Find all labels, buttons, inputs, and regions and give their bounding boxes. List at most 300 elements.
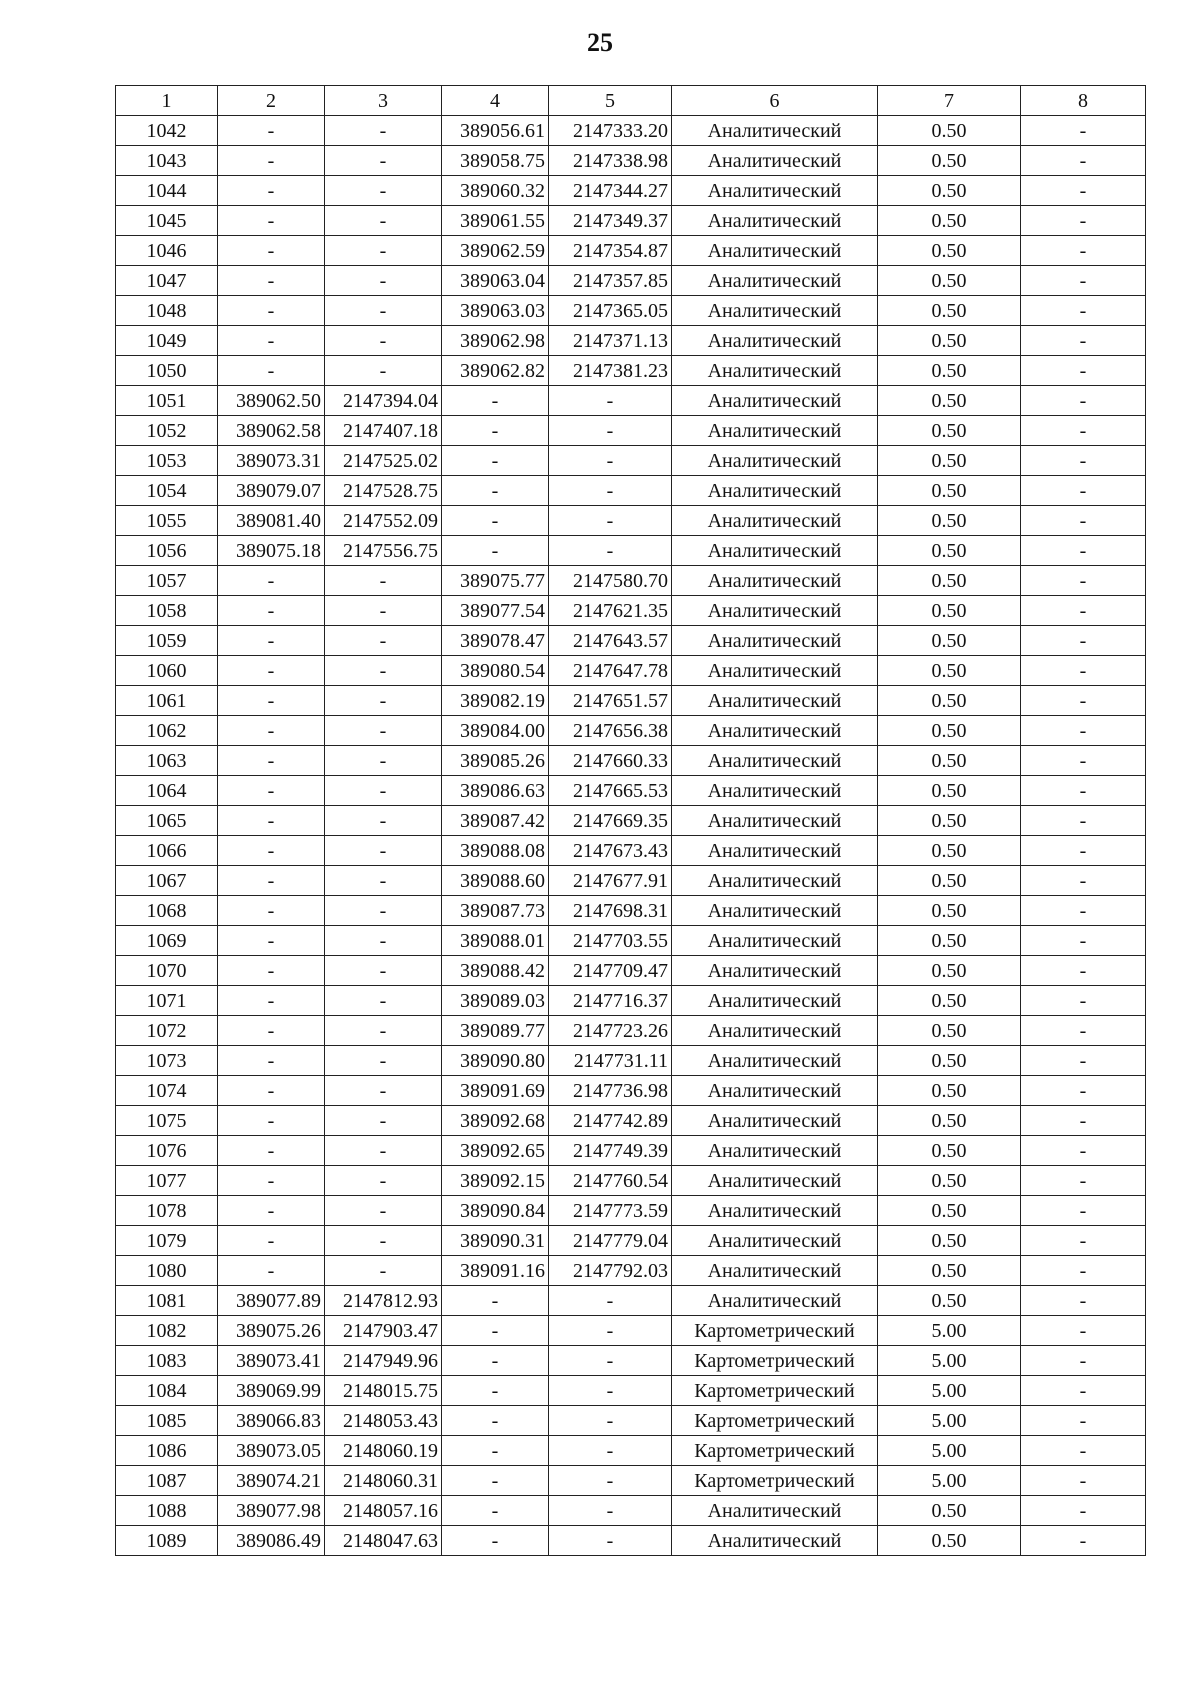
- table-cell-col-2: -: [218, 1106, 325, 1136]
- table-cell-col-7: 0.50: [878, 206, 1021, 236]
- table-cell-col-3: -: [325, 1136, 442, 1166]
- table-cell-col-7: 0.50: [878, 686, 1021, 716]
- table-cell-col-1: 1067: [116, 866, 218, 896]
- table-cell-col-6: Аналитический: [672, 1286, 878, 1316]
- table-cell-col-8: -: [1021, 206, 1146, 236]
- table-cell-col-7: 0.50: [878, 236, 1021, 266]
- table-cell-col-4: -: [442, 1316, 549, 1346]
- table-cell-col-2: -: [218, 776, 325, 806]
- table-cell-col-6: Картометрический: [672, 1376, 878, 1406]
- table-cell-col-8: -: [1021, 236, 1146, 266]
- table-cell-col-6: Аналитический: [672, 176, 878, 206]
- table-cell-col-6: Аналитический: [672, 1496, 878, 1526]
- table-cell-col-5: 2147647.78: [549, 656, 672, 686]
- table-cell-col-1: 1089: [116, 1526, 218, 1556]
- table-cell-col-5: 2147731.11: [549, 1046, 672, 1076]
- table-cell-col-4: 389092.15: [442, 1166, 549, 1196]
- table-cell-col-8: -: [1021, 596, 1146, 626]
- table-cell-col-6: Аналитический: [672, 686, 878, 716]
- table-cell-col-6: Аналитический: [672, 1226, 878, 1256]
- table-cell-col-6: Аналитический: [672, 986, 878, 1016]
- table-cell-col-5: 2147709.47: [549, 956, 672, 986]
- table-cell-col-4: -: [442, 386, 549, 416]
- table-cell-col-1: 1058: [116, 596, 218, 626]
- table-cell-col-8: -: [1021, 746, 1146, 776]
- table-row: [116, 416, 1146, 446]
- table-cell-col-5: 2147643.57: [549, 626, 672, 656]
- table-cell-col-1: 1048: [116, 296, 218, 326]
- table-row: [116, 626, 1146, 656]
- table-cell-col-5: 2147580.70: [549, 566, 672, 596]
- table-cell-col-3: -: [325, 776, 442, 806]
- table-cell-col-6: Аналитический: [672, 596, 878, 626]
- table-cell-col-7: 0.50: [878, 296, 1021, 326]
- table-row: [116, 776, 1146, 806]
- table-cell-col-3: -: [325, 686, 442, 716]
- table-cell-col-7: 0.50: [878, 716, 1021, 746]
- table-cell-col-7: 0.50: [878, 116, 1021, 146]
- table-cell-col-4: -: [442, 1496, 549, 1526]
- table-cell-col-3: -: [325, 626, 442, 656]
- table-row: [116, 206, 1146, 236]
- table-cell-col-1: 1074: [116, 1076, 218, 1106]
- table-cell-col-2: -: [218, 236, 325, 266]
- table-cell-col-2: 389074.21: [218, 1466, 325, 1496]
- table-row: [116, 236, 1146, 266]
- table-cell-col-2: 389077.98: [218, 1496, 325, 1526]
- table-cell-col-7: 0.50: [878, 1136, 1021, 1166]
- table-cell-col-8: -: [1021, 1106, 1146, 1136]
- table-cell-col-2: 389073.41: [218, 1346, 325, 1376]
- table-cell-col-7: 0.50: [878, 806, 1021, 836]
- table-cell-col-2: 389075.18: [218, 536, 325, 566]
- table-cell-col-6: Аналитический: [672, 506, 878, 536]
- table-cell-col-4: 389077.54: [442, 596, 549, 626]
- table-cell-col-2: -: [218, 1076, 325, 1106]
- table-cell-col-7: 0.50: [878, 866, 1021, 896]
- table-cell-col-8: -: [1021, 626, 1146, 656]
- table-cell-col-6: Аналитический: [672, 626, 878, 656]
- table-cell-col-8: -: [1021, 956, 1146, 986]
- table-cell-col-4: -: [442, 1526, 549, 1556]
- table-cell-col-5: -: [549, 1346, 672, 1376]
- table-cell-col-5: 2147716.37: [549, 986, 672, 1016]
- column-header-7: 7: [878, 86, 1021, 116]
- table-cell-col-2: 389079.07: [218, 476, 325, 506]
- table-cell-col-5: 2147792.03: [549, 1256, 672, 1286]
- table-row: [116, 686, 1146, 716]
- table-cell-col-2: -: [218, 266, 325, 296]
- table-cell-col-5: 2147365.05: [549, 296, 672, 326]
- table-cell-col-1: 1045: [116, 206, 218, 236]
- table-cell-col-2: -: [218, 296, 325, 326]
- table-cell-col-3: 2147903.47: [325, 1316, 442, 1346]
- table-cell-col-8: -: [1021, 266, 1146, 296]
- table-cell-col-6: Аналитический: [672, 356, 878, 386]
- table-cell-col-5: -: [549, 1526, 672, 1556]
- table-cell-col-3: -: [325, 356, 442, 386]
- table-cell-col-5: 2147669.35: [549, 806, 672, 836]
- table-cell-col-3: 2147394.04: [325, 386, 442, 416]
- table-cell-col-8: -: [1021, 1526, 1146, 1556]
- table-cell-col-4: 389090.80: [442, 1046, 549, 1076]
- table-cell-col-5: -: [549, 1406, 672, 1436]
- table-row: [116, 896, 1146, 926]
- table-row: [116, 266, 1146, 296]
- table-cell-col-2: -: [218, 1136, 325, 1166]
- table-cell-col-6: Аналитический: [672, 716, 878, 746]
- table-cell-col-1: 1079: [116, 1226, 218, 1256]
- table-cell-col-1: 1073: [116, 1046, 218, 1076]
- table-cell-col-6: Аналитический: [672, 116, 878, 146]
- table-row: [116, 446, 1146, 476]
- table-cell-col-2: -: [218, 686, 325, 716]
- table-cell-col-8: -: [1021, 656, 1146, 686]
- table-cell-col-6: Аналитический: [672, 656, 878, 686]
- table-cell-col-8: -: [1021, 356, 1146, 386]
- table-cell-col-1: 1078: [116, 1196, 218, 1226]
- table-cell-col-3: -: [325, 1016, 442, 1046]
- table-cell-col-5: 2147723.26: [549, 1016, 672, 1046]
- column-header-1: 1: [116, 86, 218, 116]
- table-cell-col-3: 2147528.75: [325, 476, 442, 506]
- table-row: [116, 746, 1146, 776]
- table-cell-col-4: 389089.77: [442, 1016, 549, 1046]
- table-cell-col-3: 2147407.18: [325, 416, 442, 446]
- table-cell-col-2: -: [218, 326, 325, 356]
- table-cell-col-7: 0.50: [878, 476, 1021, 506]
- table-cell-col-8: -: [1021, 806, 1146, 836]
- table-cell-col-2: -: [218, 596, 325, 626]
- table-cell-col-4: -: [442, 1286, 549, 1316]
- table-row: [116, 926, 1146, 956]
- table-cell-col-4: 389082.19: [442, 686, 549, 716]
- table-cell-col-6: Аналитический: [672, 566, 878, 596]
- table-row: [116, 656, 1146, 686]
- table-cell-col-1: 1088: [116, 1496, 218, 1526]
- table-cell-col-3: 2148015.75: [325, 1376, 442, 1406]
- table-cell-col-7: 0.50: [878, 1526, 1021, 1556]
- table-cell-col-4: 389063.04: [442, 266, 549, 296]
- table-cell-col-1: 1061: [116, 686, 218, 716]
- table-cell-col-2: 389075.26: [218, 1316, 325, 1346]
- table-cell-col-1: 1046: [116, 236, 218, 266]
- table-cell-col-7: 0.50: [878, 176, 1021, 206]
- table-cell-col-3: 2147556.75: [325, 536, 442, 566]
- table-cell-col-3: -: [325, 266, 442, 296]
- column-header-5: 5: [549, 86, 672, 116]
- table-cell-col-2: -: [218, 1196, 325, 1226]
- table-cell-col-8: -: [1021, 446, 1146, 476]
- table-cell-col-2: -: [218, 1226, 325, 1256]
- table-row: [116, 566, 1146, 596]
- table-row: [116, 1226, 1146, 1256]
- table-cell-col-6: Аналитический: [672, 1136, 878, 1166]
- table-cell-col-8: -: [1021, 176, 1146, 206]
- table-cell-col-7: 0.50: [878, 656, 1021, 686]
- table-cell-col-6: Аналитический: [672, 476, 878, 506]
- table-row: [116, 1016, 1146, 1046]
- table-cell-col-6: Аналитический: [672, 446, 878, 476]
- table-cell-col-3: -: [325, 206, 442, 236]
- column-header-8: 8: [1021, 86, 1146, 116]
- table-cell-col-6: Аналитический: [672, 536, 878, 566]
- table-cell-col-3: -: [325, 896, 442, 926]
- table-cell-col-7: 0.50: [878, 836, 1021, 866]
- table-cell-col-3: -: [325, 656, 442, 686]
- table-cell-col-8: -: [1021, 1136, 1146, 1166]
- table-cell-col-5: 2147656.38: [549, 716, 672, 746]
- table-cell-col-6: Картометрический: [672, 1316, 878, 1346]
- table-cell-col-3: -: [325, 716, 442, 746]
- table-row: [116, 986, 1146, 1016]
- table-cell-col-8: -: [1021, 566, 1146, 596]
- table-cell-col-4: 389061.55: [442, 206, 549, 236]
- table-cell-col-5: 2147773.59: [549, 1196, 672, 1226]
- table-cell-col-7: 0.50: [878, 326, 1021, 356]
- table-cell-col-8: -: [1021, 986, 1146, 1016]
- table-cell-col-5: -: [549, 1286, 672, 1316]
- table-cell-col-1: 1081: [116, 1286, 218, 1316]
- table-cell-col-6: Аналитический: [672, 416, 878, 446]
- table-cell-col-5: 2147665.53: [549, 776, 672, 806]
- table-row: [116, 1436, 1146, 1466]
- table-cell-col-4: 389087.42: [442, 806, 549, 836]
- table-cell-col-7: 0.50: [878, 776, 1021, 806]
- table-cell-col-6: Аналитический: [672, 806, 878, 836]
- table-cell-col-2: -: [218, 956, 325, 986]
- table-cell-col-1: 1047: [116, 266, 218, 296]
- table-cell-col-1: 1076: [116, 1136, 218, 1166]
- table-cell-col-5: 2147760.54: [549, 1166, 672, 1196]
- table-cell-col-8: -: [1021, 716, 1146, 746]
- table-cell-col-3: -: [325, 176, 442, 206]
- table-row: [116, 1196, 1146, 1226]
- table-cell-col-5: -: [549, 1376, 672, 1406]
- table-cell-col-2: -: [218, 1046, 325, 1076]
- table-cell-col-1: 1059: [116, 626, 218, 656]
- table-cell-col-4: 389088.01: [442, 926, 549, 956]
- table-cell-col-8: -: [1021, 1226, 1146, 1256]
- table-cell-col-7: 5.00: [878, 1436, 1021, 1466]
- table-cell-col-4: 389088.60: [442, 866, 549, 896]
- header-row: [116, 86, 1146, 116]
- table-cell-col-8: -: [1021, 926, 1146, 956]
- table-cell-col-6: Аналитический: [672, 266, 878, 296]
- table-row: [116, 506, 1146, 536]
- table-cell-col-5: 2147660.33: [549, 746, 672, 776]
- table-cell-col-1: 1071: [116, 986, 218, 1016]
- table-cell-col-1: 1050: [116, 356, 218, 386]
- table-cell-col-3: -: [325, 236, 442, 266]
- table-row: [116, 836, 1146, 866]
- table-cell-col-4: 389091.69: [442, 1076, 549, 1106]
- table-row: [116, 716, 1146, 746]
- table-cell-col-6: Картометрический: [672, 1346, 878, 1376]
- table-cell-col-7: 5.00: [878, 1376, 1021, 1406]
- table-cell-col-6: Картометрический: [672, 1466, 878, 1496]
- table-row: [116, 1046, 1146, 1076]
- table-cell-col-3: -: [325, 1196, 442, 1226]
- table-cell-col-3: -: [325, 116, 442, 146]
- table-cell-col-2: -: [218, 716, 325, 746]
- table-cell-col-1: 1062: [116, 716, 218, 746]
- table-cell-col-3: -: [325, 296, 442, 326]
- table-cell-col-3: -: [325, 326, 442, 356]
- table-cell-col-2: -: [218, 1256, 325, 1286]
- table-cell-col-7: 0.50: [878, 1106, 1021, 1136]
- table-cell-col-1: 1064: [116, 776, 218, 806]
- table-cell-col-4: -: [442, 1406, 549, 1436]
- table-cell-col-1: 1080: [116, 1256, 218, 1286]
- table-cell-col-7: 0.50: [878, 956, 1021, 986]
- table-cell-col-7: 0.50: [878, 626, 1021, 656]
- table-cell-col-8: -: [1021, 476, 1146, 506]
- table-cell-col-8: -: [1021, 1196, 1146, 1226]
- table-cell-col-4: -: [442, 1466, 549, 1496]
- table-cell-col-4: -: [442, 506, 549, 536]
- table-cell-col-7: 0.50: [878, 896, 1021, 926]
- table-cell-col-7: 0.50: [878, 1076, 1021, 1106]
- table-cell-col-4: 389062.98: [442, 326, 549, 356]
- table-cell-col-4: 389090.31: [442, 1226, 549, 1256]
- page-number: 25: [587, 28, 613, 57]
- table-cell-col-8: -: [1021, 1466, 1146, 1496]
- table-cell-col-2: 389073.31: [218, 446, 325, 476]
- table-cell-col-5: 2147349.37: [549, 206, 672, 236]
- table-cell-col-6: Аналитический: [672, 746, 878, 776]
- table-cell-col-7: 5.00: [878, 1346, 1021, 1376]
- table-row: [116, 1406, 1146, 1436]
- table-cell-col-2: -: [218, 806, 325, 836]
- table-cell-col-8: -: [1021, 836, 1146, 866]
- table-cell-col-1: 1086: [116, 1436, 218, 1466]
- table-cell-col-3: 2148053.43: [325, 1406, 442, 1436]
- table-cell-col-1: 1083: [116, 1346, 218, 1376]
- table-cell-col-8: -: [1021, 686, 1146, 716]
- table-cell-col-7: 5.00: [878, 1406, 1021, 1436]
- table-cell-col-7: 0.50: [878, 1046, 1021, 1076]
- table-row: [116, 356, 1146, 386]
- table-cell-col-7: 0.50: [878, 1496, 1021, 1526]
- table-cell-col-8: -: [1021, 506, 1146, 536]
- table-cell-col-4: 389092.68: [442, 1106, 549, 1136]
- table-cell-col-2: -: [218, 656, 325, 686]
- table-cell-col-6: Аналитический: [672, 1166, 878, 1196]
- table-cell-col-2: -: [218, 206, 325, 236]
- table-cell-col-1: 1087: [116, 1466, 218, 1496]
- table-row: [116, 116, 1146, 146]
- table-cell-col-8: -: [1021, 296, 1146, 326]
- table-cell-col-3: 2147525.02: [325, 446, 442, 476]
- table-cell-col-1: 1082: [116, 1316, 218, 1346]
- table-cell-col-4: 389087.73: [442, 896, 549, 926]
- table-cell-col-5: 2147338.98: [549, 146, 672, 176]
- table-cell-col-2: 389062.50: [218, 386, 325, 416]
- table-cell-col-5: 2147371.13: [549, 326, 672, 356]
- table-cell-col-3: 2148057.16: [325, 1496, 442, 1526]
- table-cell-col-6: Аналитический: [672, 236, 878, 266]
- table-cell-col-2: -: [218, 836, 325, 866]
- table-cell-col-6: Аналитический: [672, 1046, 878, 1076]
- table-cell-col-5: -: [549, 446, 672, 476]
- table-cell-col-1: 1044: [116, 176, 218, 206]
- table-cell-col-1: 1055: [116, 506, 218, 536]
- table-cell-col-3: -: [325, 1166, 442, 1196]
- table-cell-col-3: -: [325, 806, 442, 836]
- table-row: [116, 1376, 1146, 1406]
- table-cell-col-3: 2148060.31: [325, 1466, 442, 1496]
- table-cell-col-7: 0.50: [878, 1016, 1021, 1046]
- table-cell-col-4: 389091.16: [442, 1256, 549, 1286]
- table-cell-col-3: -: [325, 1106, 442, 1136]
- table-cell-col-7: 0.50: [878, 536, 1021, 566]
- table-cell-col-4: 389088.08: [442, 836, 549, 866]
- table-row: [116, 866, 1146, 896]
- table-cell-col-7: 0.50: [878, 416, 1021, 446]
- table-cell-col-6: Аналитический: [672, 776, 878, 806]
- table-cell-col-4: -: [442, 476, 549, 506]
- table-cell-col-1: 1065: [116, 806, 218, 836]
- table-cell-col-5: -: [549, 1466, 672, 1496]
- table-cell-col-7: 0.50: [878, 1226, 1021, 1256]
- table-cell-col-3: 2147812.93: [325, 1286, 442, 1316]
- table-cell-col-2: -: [218, 116, 325, 146]
- table-cell-col-6: Аналитический: [672, 296, 878, 326]
- table-cell-col-3: 2147949.96: [325, 1346, 442, 1376]
- table-cell-col-1: 1056: [116, 536, 218, 566]
- table-cell-col-5: -: [549, 536, 672, 566]
- table-cell-col-6: Аналитический: [672, 956, 878, 986]
- table-cell-col-6: Аналитический: [672, 896, 878, 926]
- table-cell-col-7: 0.50: [878, 266, 1021, 296]
- table-cell-col-3: -: [325, 866, 442, 896]
- table-cell-col-5: 2147381.23: [549, 356, 672, 386]
- table-cell-col-4: 389088.42: [442, 956, 549, 986]
- table-cell-col-8: -: [1021, 1076, 1146, 1106]
- table-cell-col-5: 2147354.87: [549, 236, 672, 266]
- table-cell-col-5: 2147749.39: [549, 1136, 672, 1166]
- table-cell-col-8: -: [1021, 866, 1146, 896]
- table-cell-col-6: Картометрический: [672, 1406, 878, 1436]
- table-cell-col-6: Аналитический: [672, 146, 878, 176]
- table-cell-col-1: 1075: [116, 1106, 218, 1136]
- table-cell-col-7: 0.50: [878, 146, 1021, 176]
- table-cell-col-6: Аналитический: [672, 386, 878, 416]
- table-cell-col-4: 389086.63: [442, 776, 549, 806]
- table-row: [116, 1526, 1146, 1556]
- table-cell-col-6: Аналитический: [672, 1016, 878, 1046]
- table-cell-col-1: 1063: [116, 746, 218, 776]
- table-cell-col-8: -: [1021, 1376, 1146, 1406]
- table-cell-col-1: 1053: [116, 446, 218, 476]
- table-row: [116, 1466, 1146, 1496]
- table-cell-col-8: -: [1021, 1316, 1146, 1346]
- table-cell-col-7: 0.50: [878, 986, 1021, 1016]
- table-cell-col-3: -: [325, 1226, 442, 1256]
- table-cell-col-3: -: [325, 1046, 442, 1076]
- table-cell-col-7: 0.50: [878, 386, 1021, 416]
- table-row: [116, 1136, 1146, 1166]
- table-cell-col-8: -: [1021, 1346, 1146, 1376]
- table-cell-col-2: -: [218, 1016, 325, 1046]
- table-body: [116, 116, 1146, 1556]
- table-cell-col-5: 2147344.27: [549, 176, 672, 206]
- table-cell-col-8: -: [1021, 1436, 1146, 1466]
- table-cell-col-7: 0.50: [878, 566, 1021, 596]
- table-cell-col-6: Аналитический: [672, 1076, 878, 1106]
- table-cell-col-5: -: [549, 1436, 672, 1466]
